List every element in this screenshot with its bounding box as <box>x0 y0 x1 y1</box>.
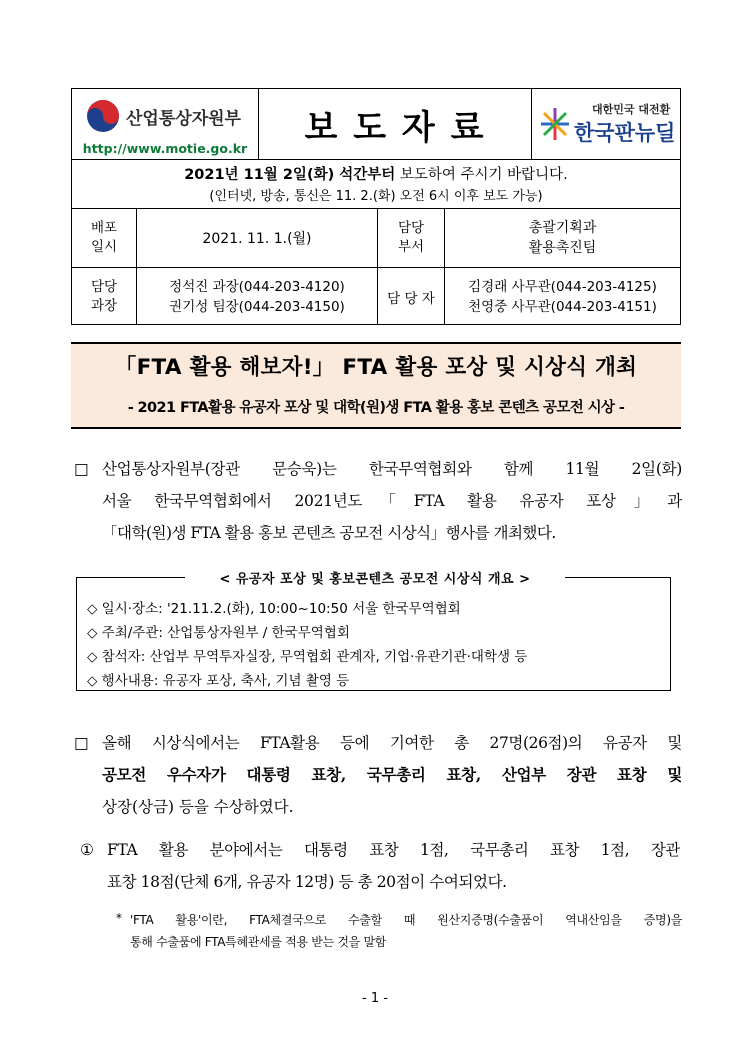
ministry-name: 산업통상자원부 <box>126 109 241 129</box>
footnote-line1: 'FTA 활용'이란, FTA체결국으로 수출할 때 원산지증명(수출품이 역내산임을 증명)을 <box>130 913 682 927</box>
embargo-notice <box>72 163 680 184</box>
para1-line1: 산업통상자원부(장관 문승욱)는 한국무역협회와 함께 11월 2일(화) <box>102 460 682 478</box>
para1-bullet: □ <box>74 460 89 478</box>
overview-title: < 유공자 포상 및 홍보콘텐츠 공모전 시상식 개요 > <box>185 568 565 587</box>
document-type-title: 보 도 자 료 <box>304 107 486 148</box>
staff-label: 담 당 자 <box>387 290 435 307</box>
overview-box <box>76 572 671 691</box>
para1-line2: 서울 한국무역협회에서 2021년도「FTA 활용 유공자 포상」과 <box>102 492 682 510</box>
para2-line2: 공모전 우수자가 대통령 표창, 국무총리 표창, 산업부 장관 표창 및 <box>102 765 682 784</box>
para3-line1: FTA 활용 분야에서는 대통령 표창 1점, 국무총리 표창 1점, 장관 <box>107 841 680 859</box>
subheadline: - 2021 FTA활용 유공자 포상 및 대학(원)생 FTA 활용 홍보 콘텐츠 공모전 시상 - <box>127 400 625 416</box>
footnote-line2: 통해 수출품에 FTA특혜관세를 적용 받는 것을 말함 <box>130 935 387 949</box>
chief-label: 담당 과장 <box>90 278 118 314</box>
headline-box <box>71 342 681 429</box>
press-release-header <box>71 88 681 325</box>
overview-item-host: ◇ 주최/주관: 산업통상자원부 / 한국무역협회 <box>87 625 350 641</box>
embargo-date: 2021년 11월 2일(화) 석간부터 <box>184 167 396 183</box>
new-deal-name: 한국판뉴딜 <box>574 121 676 145</box>
para2-line1: 올해 시상식에서는 FTA활용 등에 기여한 총 27명(26점)의 유공자 및 <box>102 734 682 752</box>
page-number: - 1 - <box>362 991 388 1006</box>
overview-item-attendees: ◇ 참석자: 산업부 무역투자실장, 무역협회 관계자, 기업·유관기관·대학생 등 <box>87 649 528 665</box>
headline: 「FTA 활용 해보자!」 FTA 활용 포상 및 시상식 개최 <box>114 355 638 380</box>
embargo-text: 보도하여 주시기 바랍니다. <box>395 167 568 183</box>
ministry-url[interactable]: http://www.motie.go.kr <box>82 141 248 156</box>
para1-line3: 「대학(원)생 FTA 활용 홍보 콘텐츠 공모전 시상식」행사를 개최했다. <box>102 524 556 542</box>
department-value: 총괄기획과 활용촉진팀 <box>528 220 597 256</box>
para2-line3: 상장(상금) 등을 수상하였다. <box>102 798 294 816</box>
chief-contacts: 정석진 과장(044-203-4120) 권기성 팀장(044-203-4150) <box>169 278 345 315</box>
department-label: 담당 부서 <box>397 220 425 255</box>
para3-line2: 표창 18점(단체 6개, 유공자 12명) 등 총 20점이 수여되었다. <box>107 873 507 891</box>
taegeuk-emblem-icon <box>86 99 120 133</box>
para3-bullet: ① <box>80 841 94 859</box>
distribution-label: 배포 일시 <box>90 220 118 255</box>
embargo-note: (인터넷, 방송, 통신은 11. 2.(화) 오전 6시 이후 보도 가능) <box>209 189 543 204</box>
new-deal-star-icon <box>540 107 570 141</box>
overview-items <box>87 597 527 693</box>
overview-item-program: ◇ 행사내용: 유공자 포상, 축사, 기념 촬영 등 <box>87 673 350 689</box>
para2-bullet: □ <box>74 734 89 752</box>
korean-new-deal-logo <box>532 89 680 159</box>
new-deal-tagline: 대한민국 대전환 <box>592 103 671 116</box>
distribution-date: 2021. 11. 1.(월) <box>202 231 312 247</box>
staff-contacts: 김경래 사무관(044-203-4125) 천영중 사무관(044-203-4151) <box>468 278 657 315</box>
footnote <box>130 909 682 953</box>
footnote-mark: * <box>116 911 122 925</box>
overview-item-datetime: ◇ 일시·장소: '21.11.2.(화), 10:00~10:50 서울 한국무역협회 <box>87 601 461 617</box>
